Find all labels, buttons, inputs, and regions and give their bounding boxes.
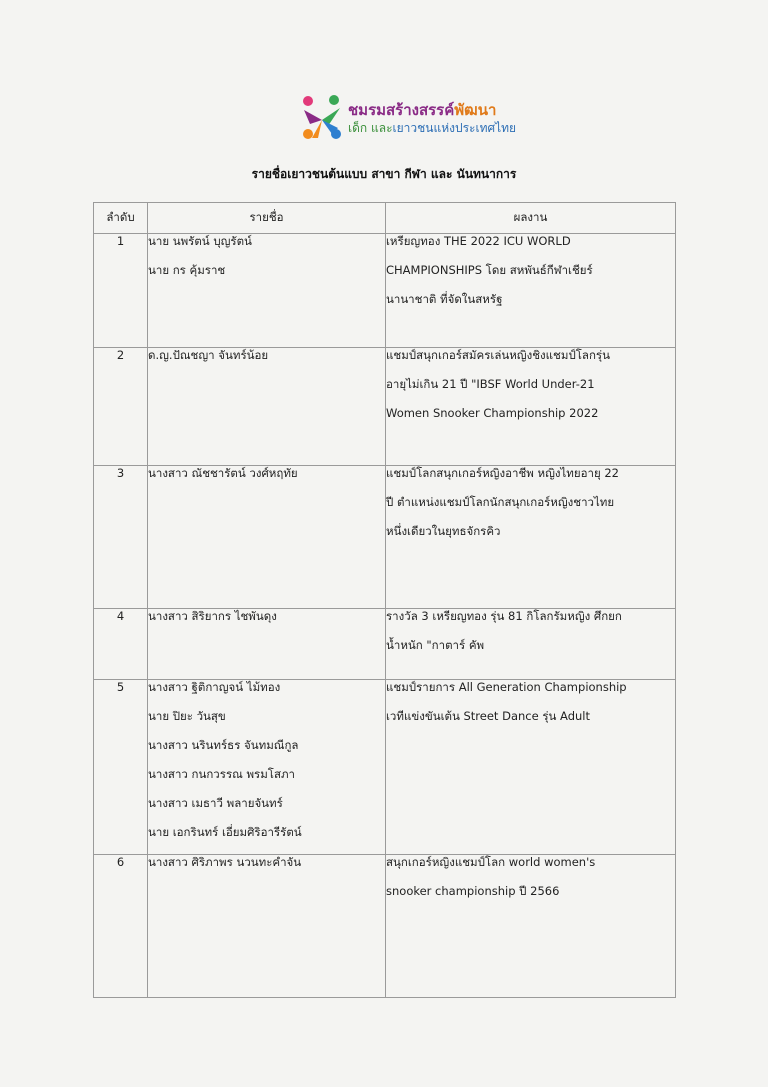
work-line: แชมป์รายการ All Generation Championship [386, 680, 627, 694]
work-line: อายุไม่เกิน 21 ปี "IBSF World Under-21 [386, 377, 595, 391]
work-line: รางวัล 3 เหรียญทอง รุ่น 81 กิโลกรัมหญิง ศึกยก [386, 609, 622, 623]
work-line: น้ำหนัก "กาตาร์ คัพ [386, 638, 485, 652]
work-line: snooker championship ปี 2566 [386, 884, 560, 898]
logo-text-club: ชมรมสร้างสรรค์ [348, 101, 455, 119]
table-row [94, 680, 676, 855]
name-line: นางสาว สิริยากร ไชพันดุง [148, 609, 277, 623]
work-line: เหรียญทอง THE 2022 ICU WORLD [386, 234, 571, 248]
row-number: 3 [94, 466, 148, 609]
work-line: สนุกเกอร์หญิงแชมป์โลก world women's [386, 855, 596, 869]
table-row [94, 234, 676, 348]
row-works [386, 609, 676, 680]
name-line: ด.ญ.ปัณชญา จันทร์น้อย [148, 348, 269, 362]
row-number: 6 [94, 855, 148, 998]
name-line: นางสาว เมธาวี พลายจันทร์ [148, 796, 283, 810]
row-names [148, 348, 386, 466]
name-line: นาย กร คุ้มราช [148, 263, 226, 277]
row-number: 5 [94, 680, 148, 855]
row-names [148, 234, 386, 348]
header-works: ผลงาน [386, 203, 676, 234]
work-line: ปี ตำแหน่งแชมป์โลกนักสนุกเกอร์หญิงชาวไทย [386, 495, 615, 509]
name-line: นางสาว นรินทร์ธร จันทมณีกูล [148, 738, 299, 752]
row-names [148, 609, 386, 680]
row-number: 1 [94, 234, 148, 348]
youth-awards-table [93, 202, 676, 998]
work-line: หนึ่งเดียวในยุทธจักรคิว [386, 524, 501, 538]
work-line: แชมป์โลกสนุกเกอร์หญิงอาชีพ หญิงไทยอายุ 22 [386, 466, 619, 480]
work-line: นานาชาติ ที่จัดในสหรัฐ [386, 292, 503, 306]
work-line: Women Snooker Championship 2022 [386, 406, 599, 420]
name-line: นาย เอกรินทร์ เอี่ยมศิริอารีรัตน์ [148, 825, 302, 839]
document-title: รายชื่อเยาวชนต้นแบบ สาขา กีฬา และ นันทนาการ [251, 167, 517, 181]
table-row [94, 466, 676, 609]
table-header-row [94, 203, 676, 234]
row-works [386, 348, 676, 466]
table-row [94, 609, 676, 680]
name-line: นางสาว ศิริภาพร นวนทะคำจัน [148, 855, 302, 869]
work-line: CHAMPIONSHIPS โดย สหพันธ์กีฬาเชียร์ [386, 263, 593, 277]
logo-figures-icon [298, 94, 346, 142]
name-line: นาย ปิยะ วันสุข [148, 709, 226, 723]
name-line: นางสาว ณัชชารัตน์ วงศ์หฤทัย [148, 466, 298, 480]
work-line: แชมป์สนุกเกอร์สมัครเล่นหญิงชิงแชมป์โลกรุ่น [386, 348, 610, 362]
name-line: นาย นพรัตน์ บุญรัตน์ [148, 234, 252, 248]
header-names: รายชื่อ [148, 203, 386, 234]
row-names [148, 680, 386, 855]
row-works [386, 234, 676, 348]
table-row [94, 855, 676, 998]
row-number: 4 [94, 609, 148, 680]
logo-text-children: เด็ก และ [348, 121, 393, 135]
name-line: นางสาว ฐิติกาญจน์ ไม้ทอง [148, 680, 281, 694]
row-number: 2 [94, 348, 148, 466]
logo-text-youth: เยาวชนแห่งประเทศไทย [392, 121, 517, 135]
logo-text-develop: พัฒนา [454, 101, 497, 119]
table-row [94, 348, 676, 466]
header-order: ลำดับ [94, 203, 148, 234]
club-logo [298, 94, 517, 142]
row-names [148, 855, 386, 998]
row-works [386, 466, 676, 609]
row-names [148, 466, 386, 609]
row-works [386, 855, 676, 998]
work-line: เวทีแข่งขันเต้น Street Dance รุ่น Adult [386, 709, 590, 723]
name-line: นางสาว กนกวรรณ พรมโสภา [148, 767, 296, 781]
row-works [386, 680, 676, 855]
